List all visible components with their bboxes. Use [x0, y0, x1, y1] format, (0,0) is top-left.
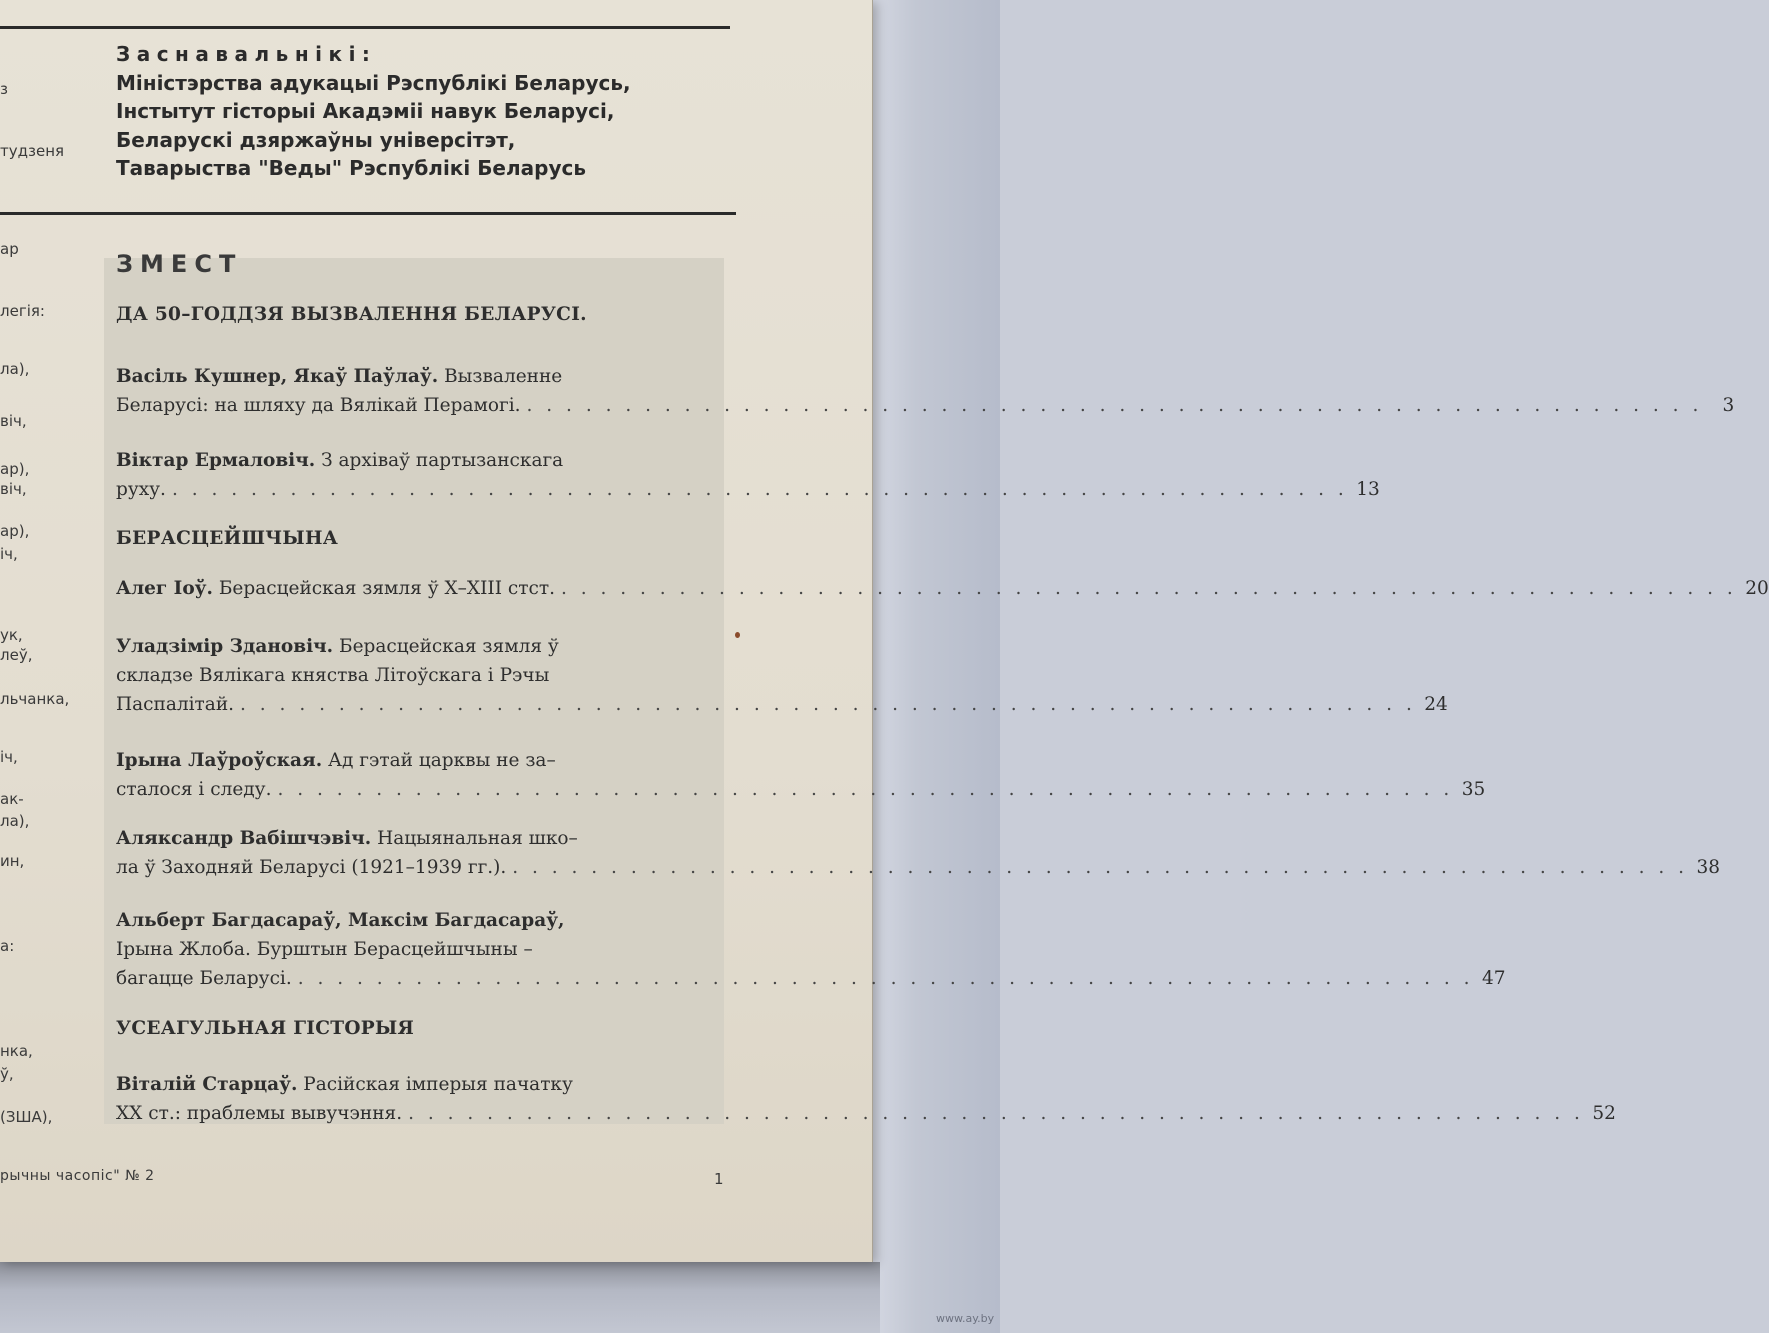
entry-authors: Васіль Кушнер, Якаў Паўлаў.: [116, 366, 439, 387]
entry-authors: Ірына Лаўроўская.: [116, 750, 323, 771]
background-cloth: [860, 0, 1000, 1333]
left-column-fragment: ла),: [0, 812, 30, 830]
entry-authors: Уладзімір Здановіч.: [116, 636, 334, 657]
entry-title-line: З архіваў партызанскага: [315, 450, 564, 471]
entry-page-number: 35: [1461, 779, 1486, 800]
section-title: БЕРАСЦЕЙШЧЫНА: [116, 528, 339, 549]
left-column-fragment: нка,: [0, 1042, 33, 1060]
founders-block: [116, 40, 766, 183]
entry-title-line: XX ст.: праблемы вывучэння.: [116, 1103, 403, 1124]
left-column-fragments: [0, 0, 110, 1262]
leader-dots: . . . . . . . . . . . . . . . . . . . . . . . . . . . . . . . . . . . . . . . . . . . . . . . . . . . . . . . . . . . .: [171, 479, 1348, 500]
left-column-fragment: ин,: [0, 852, 25, 870]
entry-authors: Альберт Багдасараў, Максім Багдасараў,: [116, 910, 565, 931]
contents-entry[interactable]: [116, 824, 1721, 882]
founder-line: Інстытут гісторыі Акадэміі навук Беларусі,: [116, 99, 615, 123]
contents-entry[interactable]: [116, 446, 1380, 504]
section-title: УСЕАГУЛЬНАЯ ГІСТОРЫЯ: [116, 1018, 415, 1039]
founder-line: Міністэрства адукацыі Рэспублікі Беларусь,: [116, 70, 631, 95]
entry-title-line: багацце Беларусі.: [116, 968, 292, 989]
entry-authors: Алег Іоў.: [116, 578, 213, 599]
left-column-fragment: з: [0, 80, 8, 98]
left-column-fragment: ла),: [0, 360, 30, 378]
entry-title-line: Нацыянальная шко–: [371, 828, 578, 849]
leader-dots: . . . . . . . . . . . . . . . . . . . . . . . . . . . . . . . . . . . . . . . . . . . . . . . . . . . . . . . . . . . .: [408, 1103, 1584, 1124]
left-column-fragment: ар: [0, 240, 19, 258]
entry-authors: Віталій Старцаў.: [116, 1074, 298, 1095]
leader-dots: . . . . . . . . . . . . . . . . . . . . . . . . . . . . . . . . . . . . . . . . . . . . . . . . . . . . . . . . . . . .: [297, 968, 1474, 989]
entry-authors: Аляксандр Вабішчэвіч.: [116, 828, 372, 849]
left-column-fragment: леў,: [0, 646, 33, 664]
entry-title-line: Беларусі: на шляху да Вялікай Перамогі.: [116, 395, 521, 416]
entry-page-number: 47: [1481, 968, 1506, 989]
left-column-fragment: іч,: [0, 545, 18, 563]
footer-journal-title: рычны часопіс" № 2: [0, 1168, 155, 1184]
page-shadow: [0, 1262, 880, 1333]
entry-title-line: Вызваленне: [438, 366, 563, 387]
entry-page-number: 52: [1592, 1103, 1616, 1124]
entry-title-line: Берасцейская зямля ў X–XIII стст.: [212, 578, 555, 599]
left-column-fragment: (ЗША),: [0, 1108, 53, 1126]
founder-line: Таварыства "Веды" Рэспублікі Беларусь: [116, 156, 586, 180]
entry-title-line: Берасцейская зямля ў: [333, 636, 559, 657]
leader-dots: . . . . . . . . . . . . . . . . . . . . . . . . . . . . . . . . . . . . . . . . . . . . . . . . . . . . . . . . . . . .: [560, 578, 1737, 599]
entry-page-number: 38: [1696, 857, 1721, 878]
leader-dots: . . . . . . . . . . . . . . . . . . . . . . . . . . . . . . . . . . . . . . . . . . . . . . . . . . . . . . . . . . . .: [240, 694, 1416, 715]
entry-page-number: 3: [1722, 395, 1735, 416]
ink-dot: [735, 632, 740, 638]
contents-entry[interactable]: [116, 362, 1735, 420]
left-column-fragment: віч,: [0, 480, 27, 498]
left-column-fragment: іч,: [0, 748, 18, 766]
entry-title-line: Расійская імперыя пачатку: [297, 1074, 573, 1095]
leader-dots: . . . . . . . . . . . . . . . . . . . . . . . . . . . . . . . . . . . . . . . . . . . . . . . . . . . . . . . . . . . .: [277, 779, 1454, 800]
contents-entry[interactable]: [116, 1070, 1616, 1128]
left-column-fragment: льчанка,: [0, 690, 70, 708]
leader-dots: . . . . . . . . . . . . . . . . . . . . . . . . . . . . . . . . . . . . . . . . . . . . . . . . . . . . . . . . . . . .: [512, 857, 1689, 878]
entry-page-number: 24: [1424, 694, 1448, 715]
entry-title-line: Паспалітай.: [116, 694, 235, 715]
entry-title-line: складзе Вялікага княства Літоўскага і Рэчы: [116, 665, 550, 686]
left-column-fragment: тудзеня: [0, 142, 65, 160]
left-column-fragment: ак-: [0, 790, 24, 808]
left-column-fragment: ук,: [0, 626, 23, 644]
contents-entry[interactable]: [116, 746, 1486, 804]
left-column-fragment: ар),: [0, 522, 30, 540]
entry-title-line: Ірына Жлоба. Бурштын Берасцейшчыны –: [116, 939, 533, 960]
left-column-fragment: ар),: [0, 460, 30, 478]
contents-entry[interactable]: [116, 574, 1769, 603]
contents-entry[interactable]: [116, 906, 1506, 993]
founders-header: Заснавальнікі:: [116, 42, 377, 66]
section-title: ДА 50–ГОДДЗЯ ВЫЗВАЛЕННЯ БЕЛАРУСІ.: [116, 304, 587, 325]
entry-title-line: сталося і следу.: [116, 779, 272, 800]
left-column-fragment: а:: [0, 937, 15, 955]
watermark: www.ay.by: [936, 1312, 995, 1325]
entry-page-number: 20: [1745, 578, 1769, 599]
left-column-fragment: легія:: [0, 302, 45, 320]
footer-page-number: 1: [714, 1170, 724, 1188]
entry-title-line: Ад гэтай царквы не за–: [322, 750, 556, 771]
left-column-fragment: віч,: [0, 412, 27, 430]
contents-entry[interactable]: [116, 632, 1448, 719]
entry-page-number: 13: [1356, 479, 1380, 500]
left-column-fragment: ў,: [0, 1065, 14, 1083]
entry-title-line: ла ў Заходняй Беларусі (1921–1939 гг.).: [116, 857, 507, 878]
contents-title: ЗМЕСТ: [116, 250, 243, 278]
leader-dots: . . . . . . . . . . . . . . . . . . . . . . . . . . . . . . . . . . . . . . . . . . . . . . . . . . . . . . . . . . . .: [526, 395, 1703, 416]
founder-line: Беларускі дзяржаўны універсітэт,: [116, 127, 516, 152]
middle-rule: [0, 212, 736, 215]
entry-authors: Віктар Ермаловіч.: [116, 450, 316, 471]
entry-title-line: руху.: [116, 479, 166, 500]
